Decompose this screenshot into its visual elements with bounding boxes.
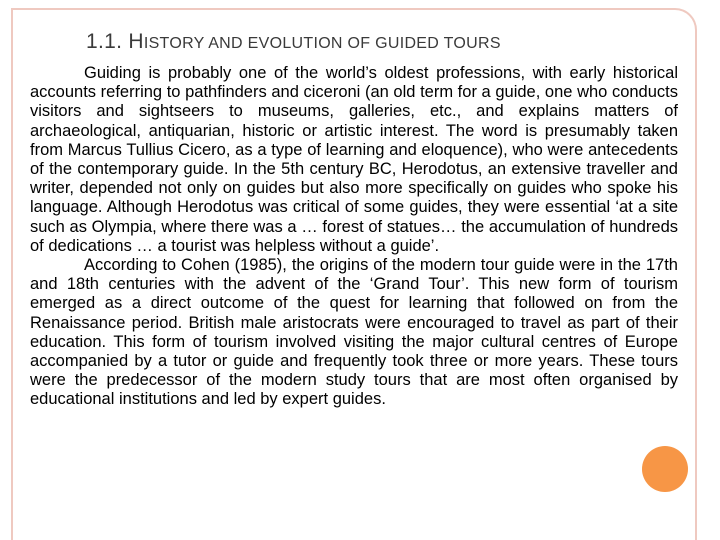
decorative-orange-circle: [642, 446, 688, 492]
title-rest: ISTORY AND EVOLUTION OF GUIDED TOURS: [143, 35, 501, 52]
body-text: [30, 64, 678, 410]
paragraph-history: Guiding is probably one of the world’s oldest professions, with early historical accounts referring to pathfinders and ciceroni (an old term for a guide, one who conducts visitors and sightseers to museums, galleries, etc., and explains matters of archaeological, antiquarian, historic or artistic interest. The word is presumably taken from Marcus Tullius Cicero, as a type of learning and eloquence), who were antecedents of the contemporary guide. In the 5th century BC, Herodotus, an extensive traveller and writer, depended not only on guides but also more specifically on guides who spoke his language. Although Herodotus was critical of some guides, they were essential ‘at a site such as Olympia, where there was a … forest of statues… the accumulation of hundreds of dedications … a tourist was helpless without a guide’.: [30, 64, 678, 255]
title-initial: H: [128, 30, 144, 53]
title-number: 1.1.: [86, 30, 129, 53]
paragraph-grand-tour: According to Cohen (1985), the origins of the modern tour guide were in the 17th and 18th centuries with the advent of the ‘Grand Tour’. This new form of tourism emerged as a direct outcome of the quest for learning that followed on from the Renaissance period. British male aristocrats were encouraged to travel as part of their education. This form of tourism involved visiting the major cultural centres of Europe accompanied by a tutor or guide and frequently took three or more years. These tours were the predecessor of the modern study tours that are most often organised by educational institutions and led by expert guides.: [30, 256, 678, 409]
slide-title: [86, 30, 501, 54]
